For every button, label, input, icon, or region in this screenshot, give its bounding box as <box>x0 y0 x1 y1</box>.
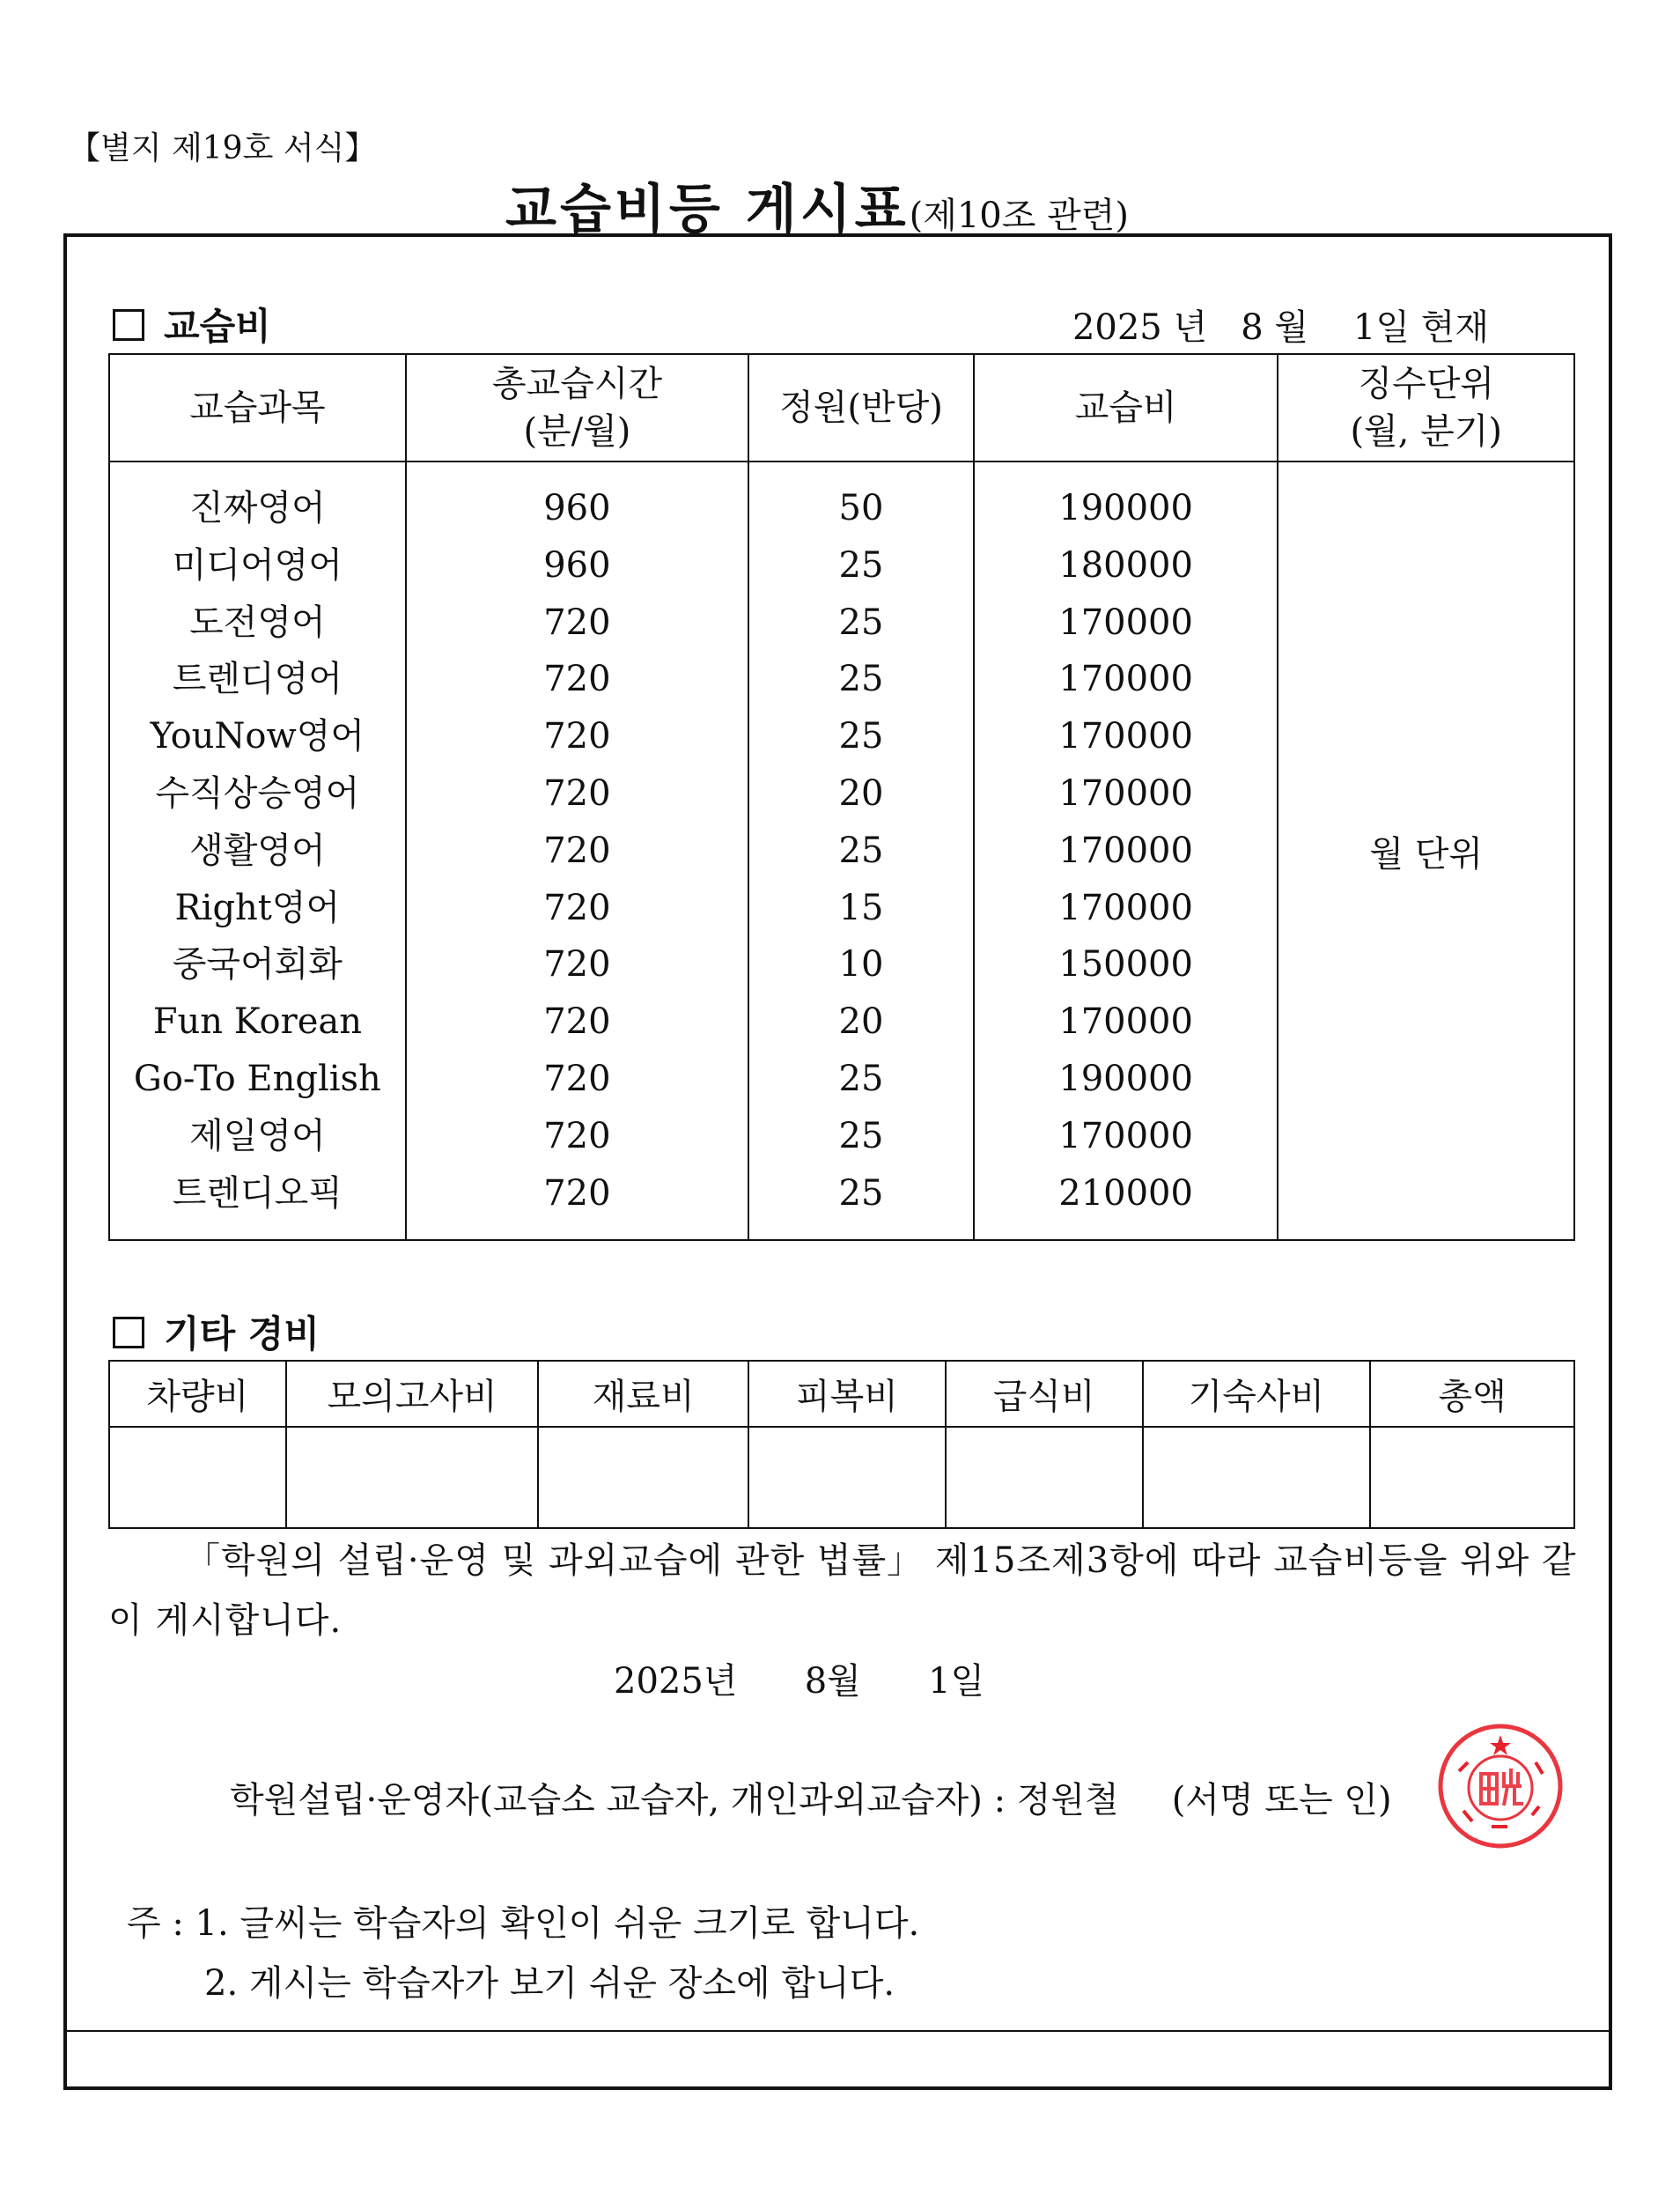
hours-cell: 720 <box>543 944 611 986</box>
hours-cell: 720 <box>543 659 611 700</box>
hours-cell: 720 <box>543 772 611 814</box>
other-value-cell <box>748 1427 946 1528</box>
hours-cell: 720 <box>543 1172 611 1214</box>
bottom-divider <box>63 2030 1612 2032</box>
subject-cell: 트렌디영어 <box>172 659 343 700</box>
hours-cell: 720 <box>543 887 611 928</box>
capacity-cell: 25 <box>838 1058 884 1099</box>
fee-cell: 210000 <box>1058 1172 1193 1214</box>
capacity-cell: 25 <box>838 716 884 757</box>
subject-cell: 트렌디오픽 <box>172 1172 343 1214</box>
subject-cell: Go-To English <box>133 1058 381 1099</box>
as-of-date: 2025 년 8 월 1일 현재 <box>1072 307 1489 348</box>
other-header-cell: 피복비 <box>748 1361 946 1427</box>
title-text: 교습비등 게시표 <box>505 179 910 240</box>
statement-line-1: 「학원의 설립·운영 및 과외교습에 관한 법률」 제15조제3항에 따라 교습비등을 위와 같 <box>185 1540 1577 1581</box>
other-value-cell <box>1143 1427 1371 1528</box>
table-row <box>109 462 1574 1240</box>
hours-cell: 720 <box>543 830 611 871</box>
other-value-cell <box>286 1427 539 1528</box>
subject-cell: YouNow영어 <box>150 716 365 757</box>
subject-cell: 진짜영어 <box>189 488 326 528</box>
statement-line-2: 이 게시합니다. <box>108 1600 343 1641</box>
other-expenses-table <box>108 1360 1575 1529</box>
other-section-label: 기타 경비 <box>164 1312 320 1355</box>
table-header-row <box>109 1361 1574 1427</box>
title-subtitle: (제10조 관련) <box>909 196 1129 236</box>
other-header-cell: 차량비 <box>109 1361 286 1427</box>
fee-cell: 170000 <box>1058 772 1193 814</box>
page-title <box>505 167 1129 243</box>
fee-cell: 180000 <box>1058 544 1193 586</box>
fee-cell: 170000 <box>1058 716 1193 757</box>
other-header-cell: 급식비 <box>946 1361 1143 1427</box>
collection-unit: 월 단위 <box>1278 462 1574 1240</box>
signer-label: 학원설립·운영자(교습소 교습자, 개인과외교습자) : 정원철 <box>230 1780 1119 1820</box>
other-value-cell <box>1370 1427 1574 1528</box>
other-header-cell: 재료비 <box>538 1361 748 1427</box>
subject-cell: 도전영어 <box>189 602 326 643</box>
capacity-cell: 25 <box>838 659 884 700</box>
hours-cell: 720 <box>543 1115 611 1156</box>
fee-cell: 170000 <box>1058 887 1193 928</box>
subject-cell: Right영어 <box>174 887 341 928</box>
hours-column <box>406 462 748 1240</box>
subject-cell: 미디어영어 <box>172 544 343 586</box>
note-2: 2. 게시는 학습자가 보기 쉬운 장소에 합니다. <box>204 1963 895 2004</box>
subject-cell: Fun Korean <box>152 1001 362 1043</box>
other-header-cell: 모의고사비 <box>286 1361 539 1427</box>
hours-cell: 720 <box>543 602 611 643</box>
tuition-section-label: 교습비 <box>164 305 271 348</box>
other-value-cell <box>109 1427 286 1528</box>
capacity-cell: 15 <box>838 887 884 928</box>
capacity-cell: 25 <box>838 1172 884 1214</box>
subject-cell: 수직상승영어 <box>155 772 360 814</box>
capacity-column <box>748 462 974 1240</box>
header-capacity: 정원(반당) <box>748 354 974 462</box>
other-header-cell: 총액 <box>1370 1361 1574 1427</box>
fee-cell: 170000 <box>1058 602 1193 643</box>
seal-stamp-icon <box>1437 1723 1564 1850</box>
header-unit: 징수단위 (월, 분기) <box>1278 354 1574 462</box>
subject-cell: 중국어회화 <box>172 944 343 986</box>
tuition-section-heading <box>113 298 271 351</box>
fee-cell: 150000 <box>1058 944 1193 986</box>
sign-note: (서명 또는 인) <box>1171 1780 1392 1820</box>
subject-cell: 제일영어 <box>189 1115 326 1156</box>
capacity-cell: 25 <box>838 830 884 871</box>
fee-cell: 170000 <box>1058 830 1193 871</box>
hours-cell: 720 <box>543 1058 611 1099</box>
subject-column <box>109 462 406 1240</box>
header-fee: 교습비 <box>974 354 1278 462</box>
capacity-cell: 25 <box>838 602 884 643</box>
note-1: 주 : 1. 글씨는 학습자의 확인이 쉬운 크기로 합니다. <box>127 1903 920 1944</box>
other-value-cell <box>946 1427 1143 1528</box>
capacity-cell: 20 <box>838 772 884 814</box>
subject-cell: 생활영어 <box>189 830 326 871</box>
hours-cell: 720 <box>543 1001 611 1043</box>
checkbox-square-icon <box>113 1317 144 1348</box>
issue-date: 2025년 8월 1일 <box>614 1661 985 1702</box>
capacity-cell: 25 <box>838 1115 884 1156</box>
header-subject: 교습과목 <box>109 354 406 462</box>
fee-cell: 190000 <box>1058 488 1193 528</box>
fee-cell: 190000 <box>1058 1058 1193 1099</box>
fee-cell: 170000 <box>1058 1115 1193 1156</box>
capacity-cell: 20 <box>838 1001 884 1043</box>
checkbox-square-icon <box>113 309 144 341</box>
form-number: 【별지 제19호 서식】 <box>69 130 377 166</box>
hours-cell: 960 <box>543 544 611 586</box>
fee-cell: 170000 <box>1058 659 1193 700</box>
other-header-cell: 기숙사비 <box>1143 1361 1371 1427</box>
hours-cell: 720 <box>543 716 611 757</box>
capacity-cell: 50 <box>838 488 884 528</box>
table-header-row <box>109 354 1574 462</box>
header-hours: 총교습시간 (분/월) <box>406 354 748 462</box>
other-value-cell <box>538 1427 748 1528</box>
fee-column <box>974 462 1278 1240</box>
table-row <box>109 1427 1574 1528</box>
capacity-cell: 10 <box>838 944 884 986</box>
tuition-table <box>108 353 1575 1241</box>
other-section-heading <box>113 1305 320 1358</box>
signature-line <box>230 1772 1392 1822</box>
capacity-cell: 25 <box>838 544 884 586</box>
hours-cell: 960 <box>543 488 611 528</box>
fee-cell: 170000 <box>1058 1001 1193 1043</box>
